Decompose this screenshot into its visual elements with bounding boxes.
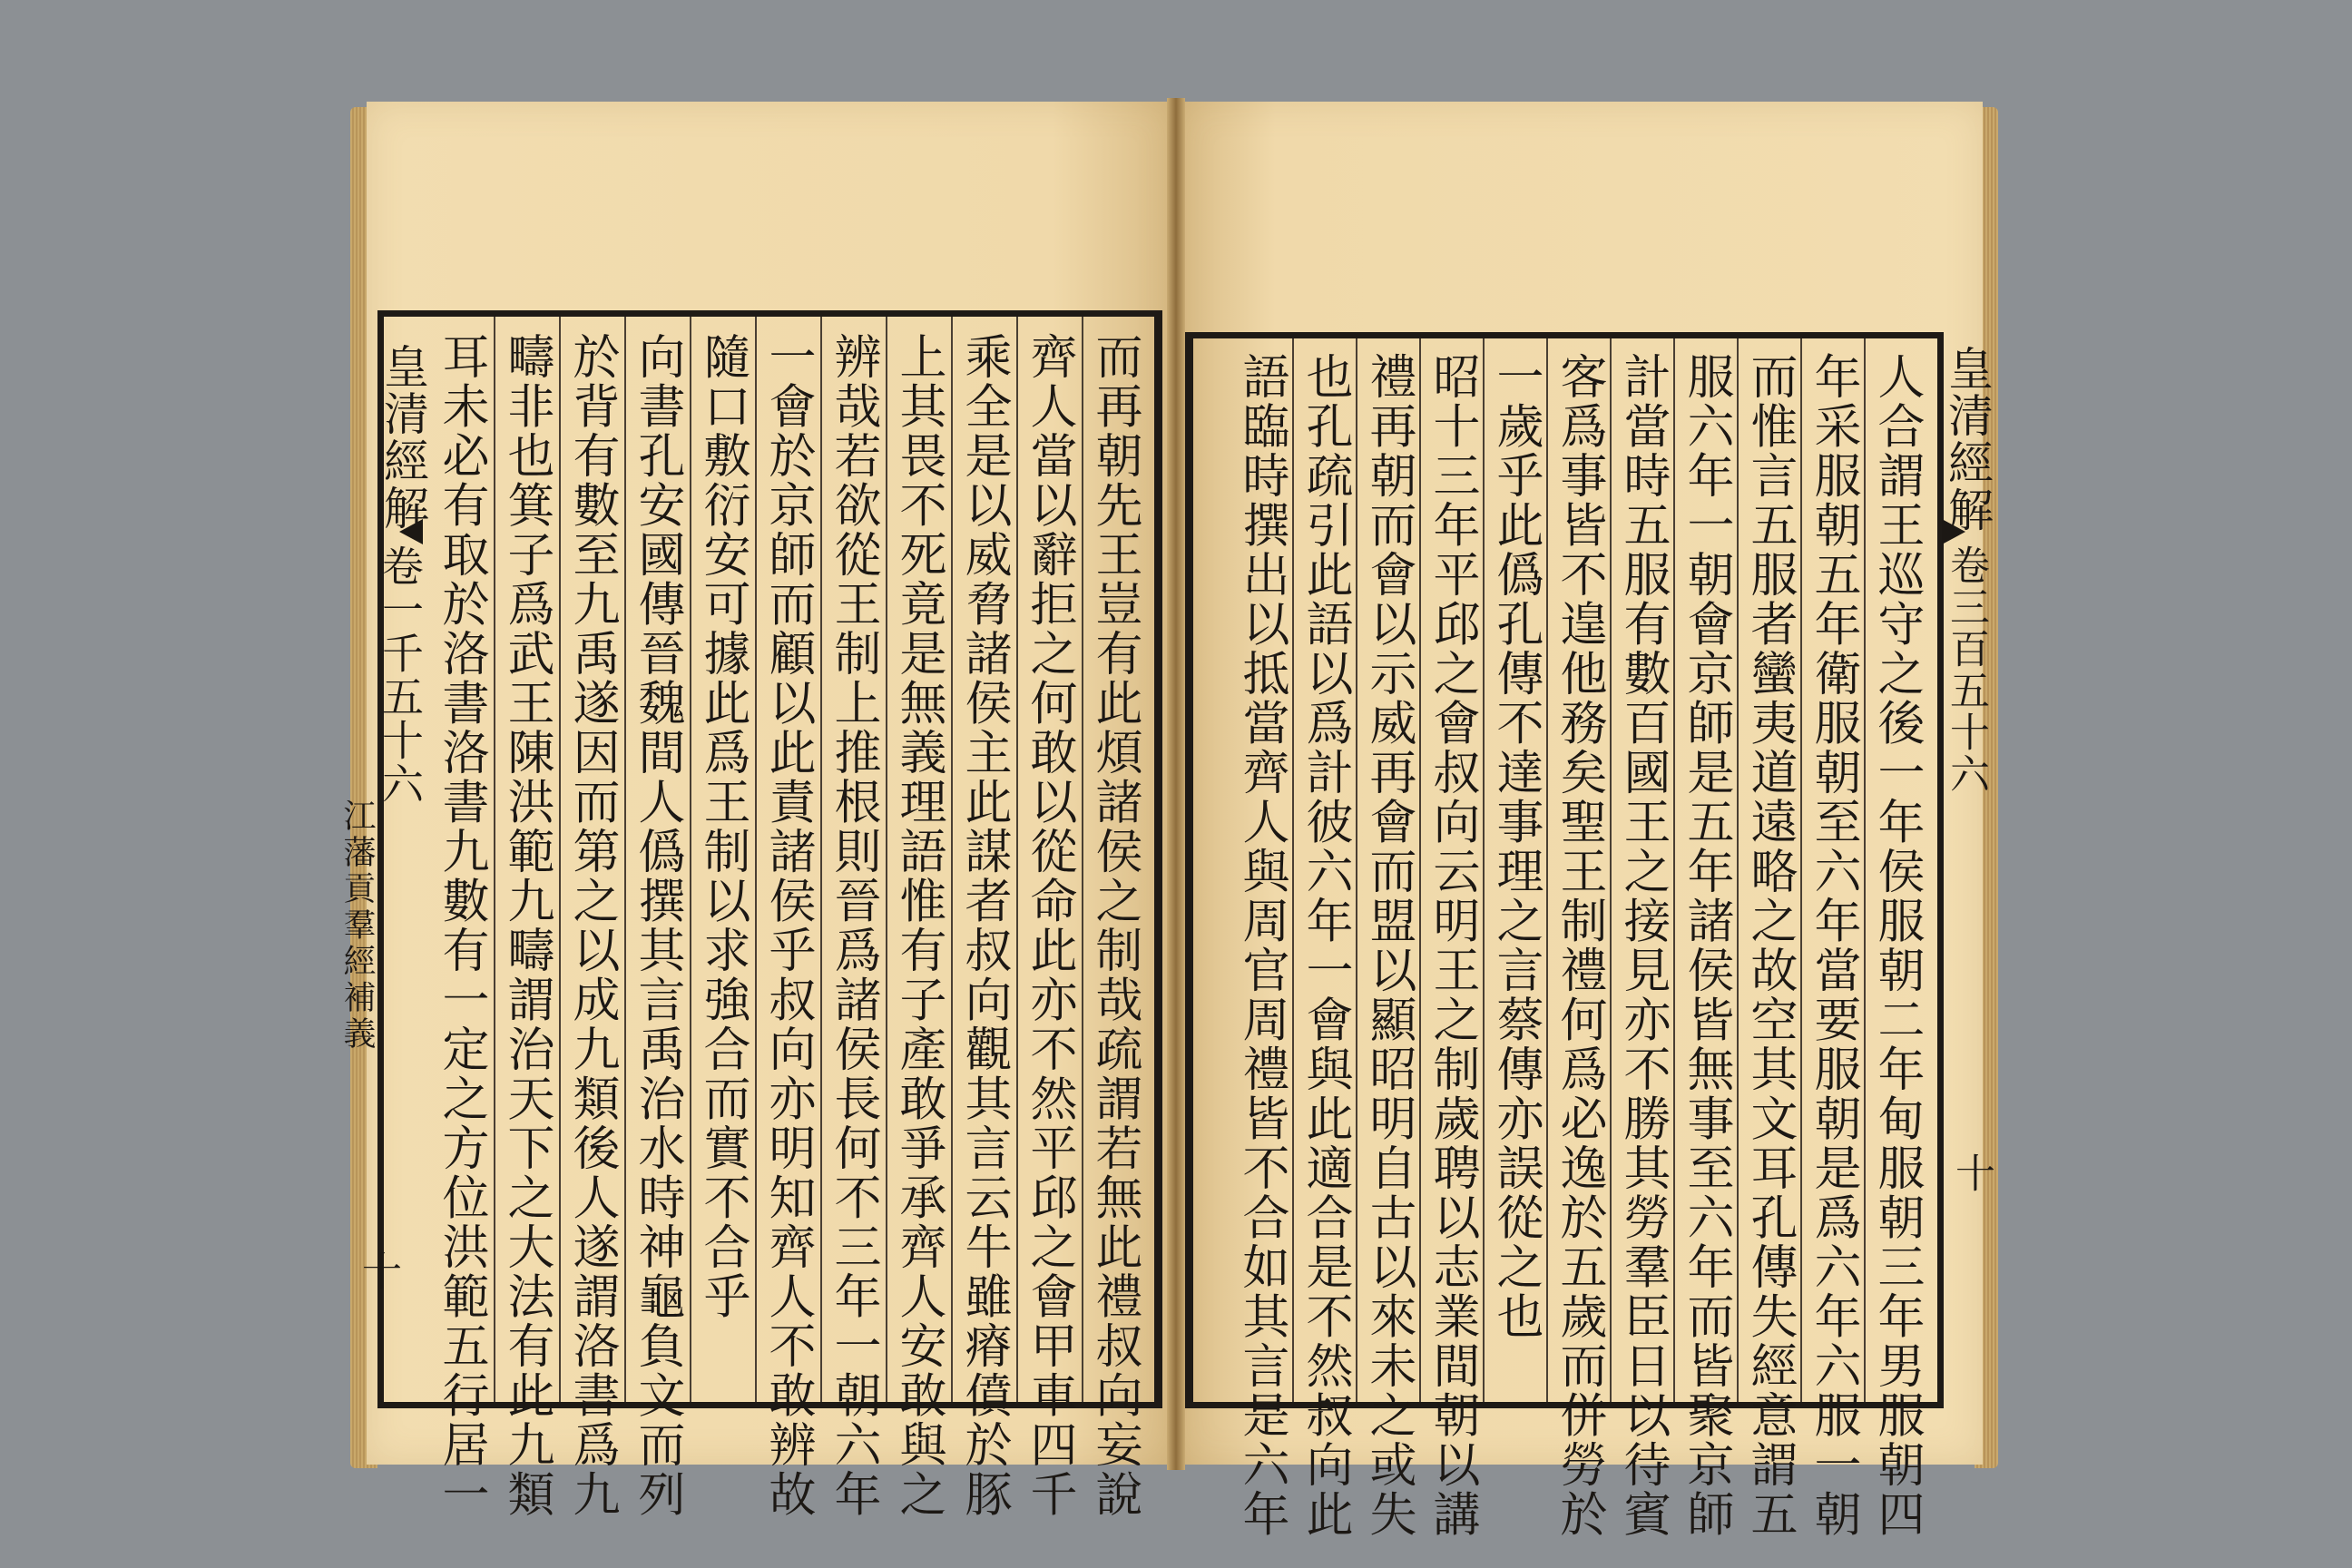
- column-rule: [1610, 338, 1612, 1402]
- text-column: 而再朝先王豈有此煩諸侯之制哉疏謂若無此禮叔向妄說: [1087, 332, 1142, 1519]
- column-rule: [690, 317, 691, 1402]
- text-column: 辨哉若欲從王制上推根則晉爲諸侯長何不三年一朝六年: [826, 332, 880, 1519]
- text-column: 服六年一朝會京師是五年諸侯皆無事至六年而皆聚京師: [1679, 352, 1733, 1539]
- left-margin-subtitle: 江藩貢羣經補義: [338, 799, 376, 1053]
- text-column: 一歲乎此僞孔傳不達事理之言蔡傳亦誤從之也: [1488, 352, 1543, 1341]
- text-column: 一會於京師而顧以此責諸侯乎叔向亦明知齊人不敢辨故: [760, 332, 815, 1519]
- text-column: 隨口敷衍安可據此爲王制以求強合而實不合乎: [695, 332, 750, 1321]
- column-rule: [951, 317, 953, 1402]
- column-rule: [1864, 338, 1866, 1402]
- column-rule: [494, 317, 495, 1402]
- text-column: 乘全是以威脅諸侯主此謀者叔向觀其言云牛雖瘠僨於豚: [956, 332, 1011, 1519]
- text-column: 禮再朝而會以示威再會而盟以顯昭明自古以來未之或失: [1361, 352, 1416, 1539]
- column-rule: [1419, 338, 1421, 1402]
- column-rule: [1292, 338, 1294, 1402]
- text-column: 疇非也箕子爲武王陳洪範九疇謂治天下之大法有此九類: [499, 332, 554, 1519]
- text-column: 耳未必有取於洛書洛書九數有一定之方位洪範五行居一: [434, 332, 488, 1519]
- text-column: 語臨時撰出以抵當齊人與周官周禮皆不合如其言是六年: [1234, 352, 1289, 1539]
- column-rule: [755, 317, 757, 1402]
- left-fishtail-icon: [399, 519, 423, 544]
- column-rule: [886, 317, 887, 1402]
- text-column: 人合謂王巡守之後一年侯服朝二年甸服朝三年男服朝四: [1869, 352, 1924, 1539]
- right-fishtail-icon: [1942, 519, 1965, 544]
- text-column: 也孔疏引此語以爲計彼六年一會與此適合是不然叔向此: [1298, 352, 1352, 1539]
- left-margin-page-number: 十: [355, 1250, 401, 1290]
- text-column: 於背有數至九禹遂因而第之以成九類後人遂謂洛書爲九: [564, 332, 619, 1519]
- column-rule: [624, 317, 626, 1402]
- left-margin-volume: 卷一千五十六: [376, 544, 425, 806]
- text-column: 計當時五服有數百國王之接見亦不勝其勞羣臣日以待賓: [1615, 352, 1670, 1539]
- text-column: 向書孔安國傳晉魏間人僞撰其言禹治水時神龜負文而列: [630, 332, 684, 1519]
- text-column: 齊人當以辭拒之何敢以從命此亦不然平邱之會甲車四千: [1022, 332, 1076, 1519]
- column-rule: [1356, 338, 1357, 1402]
- column-rule: [1673, 338, 1675, 1402]
- column-rule: [1483, 338, 1485, 1402]
- text-column: 昭十三年平邱之會叔向云明王之制歲聘以志業間朝以講: [1425, 352, 1479, 1539]
- left-margin-title: 皇清經解: [377, 343, 429, 532]
- column-rule: [1016, 317, 1018, 1402]
- column-rule: [1546, 338, 1548, 1402]
- book-gutter: [1167, 98, 1185, 1470]
- text-column: 而惟言五服者蠻夷道遠略之故空其文耳孔傳失經意謂五: [1742, 352, 1797, 1539]
- right-margin-title: 皇清經解: [1941, 345, 1994, 534]
- column-rule: [559, 317, 561, 1402]
- right-margin-volume: 卷三百五十六: [1943, 544, 1989, 795]
- right-margin-page-number: 十: [1948, 1152, 1994, 1192]
- column-rule: [1800, 338, 1802, 1402]
- text-column: 上其畏不死竟是無義理語惟有子產敢爭承齊人安敢與之: [891, 332, 946, 1519]
- column-rule: [1737, 338, 1739, 1402]
- column-rule: [820, 317, 822, 1402]
- text-column: 年采服朝五年衛服朝至六年當要服朝是爲六年六服一朝: [1806, 352, 1860, 1539]
- text-column: 客爲事皆不遑他務矣聖王制禮何爲必逸於五歲而併勞於: [1552, 352, 1606, 1539]
- column-rule: [1082, 317, 1083, 1402]
